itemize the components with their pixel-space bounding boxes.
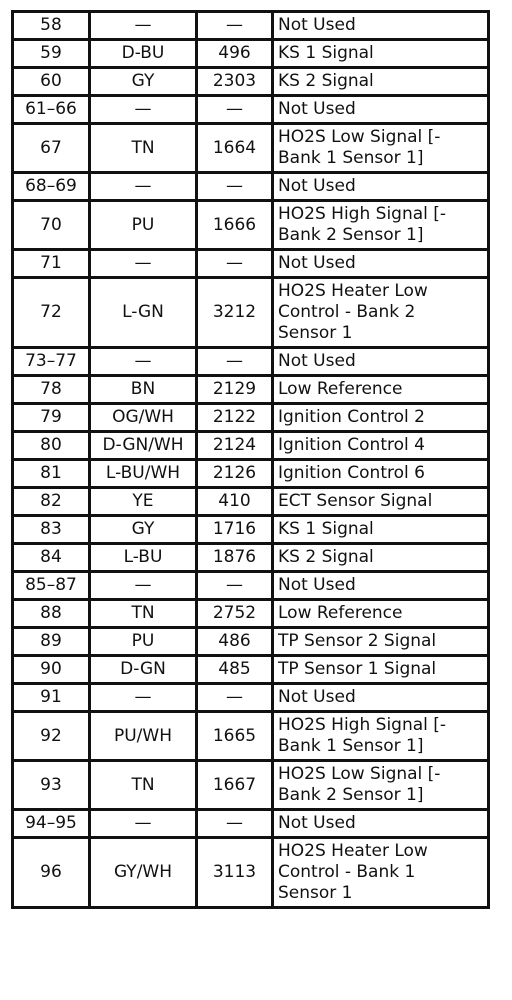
wire-color: TN — [90, 124, 197, 173]
table-row — [13, 432, 489, 460]
circuit-number: 1664 — [197, 124, 273, 173]
pin-number: 60 — [13, 68, 90, 96]
table-row — [13, 488, 489, 516]
circuit-number: 496 — [197, 40, 273, 68]
table-row — [13, 810, 489, 838]
table-row — [13, 173, 489, 201]
wire-color: L-BU/WH — [90, 460, 197, 488]
circuit-number: 3113 — [197, 838, 273, 908]
pin-function: KS 1 Signal — [273, 516, 489, 544]
pin-function: HO2S Heater Low Control - Bank 2 Sensor 1 — [273, 278, 489, 348]
wire-color: PU — [90, 628, 197, 656]
pin-number: 59 — [13, 40, 90, 68]
pin-number: 78 — [13, 376, 90, 404]
table-row — [13, 40, 489, 68]
wire-color: BN — [90, 376, 197, 404]
pin-number: 71 — [13, 250, 90, 278]
pin-function: HO2S Low Signal [- Bank 1 Sensor 1] — [273, 124, 489, 173]
circuit-number: 2126 — [197, 460, 273, 488]
pin-function: HO2S High Signal [- Bank 1 Sensor 1] — [273, 712, 489, 761]
wire-color: PU/WH — [90, 712, 197, 761]
pin-function: Not Used — [273, 684, 489, 712]
wire-color: D-BU — [90, 40, 197, 68]
table-row — [13, 460, 489, 488]
table-row — [13, 516, 489, 544]
wire-color: — — [90, 572, 197, 600]
pin-number: 92 — [13, 712, 90, 761]
pin-function: Ignition Control 2 — [273, 404, 489, 432]
table-row — [13, 250, 489, 278]
table-row — [13, 12, 489, 40]
table-row — [13, 68, 489, 96]
circuit-number: 2124 — [197, 432, 273, 460]
circuit-number: 2122 — [197, 404, 273, 432]
wire-color: TN — [90, 600, 197, 628]
wire-color: — — [90, 684, 197, 712]
table-row — [13, 348, 489, 376]
circuit-number: 486 — [197, 628, 273, 656]
pin-function: TP Sensor 1 Signal — [273, 656, 489, 684]
wire-color: PU — [90, 201, 197, 250]
wire-color: GY — [90, 516, 197, 544]
pin-function: Not Used — [273, 348, 489, 376]
circuit-number: — — [197, 173, 273, 201]
pin-number: 58 — [13, 12, 90, 40]
circuit-number: — — [197, 572, 273, 600]
wire-color: YE — [90, 488, 197, 516]
pin-number: 90 — [13, 656, 90, 684]
connector-pinout-table-wrapper — [11, 10, 487, 909]
pin-function: Not Used — [273, 173, 489, 201]
table-row — [13, 838, 489, 908]
pin-function: Not Used — [273, 96, 489, 124]
pin-function: HO2S High Signal [- Bank 2 Sensor 1] — [273, 201, 489, 250]
wire-color: — — [90, 348, 197, 376]
pin-number: 79 — [13, 404, 90, 432]
table-row — [13, 278, 489, 348]
pin-number: 94–95 — [13, 810, 90, 838]
circuit-number: 2752 — [197, 600, 273, 628]
table-row — [13, 404, 489, 432]
wire-color: D-GN — [90, 656, 197, 684]
pin-function: HO2S Low Signal [- Bank 2 Sensor 1] — [273, 761, 489, 810]
pin-number: 96 — [13, 838, 90, 908]
pin-function: Ignition Control 6 — [273, 460, 489, 488]
pinout-table-body — [13, 12, 489, 908]
circuit-number: 2129 — [197, 376, 273, 404]
wire-color: GY — [90, 68, 197, 96]
pin-number: 83 — [13, 516, 90, 544]
table-row — [13, 684, 489, 712]
table-row — [13, 124, 489, 173]
pin-function: TP Sensor 2 Signal — [273, 628, 489, 656]
pin-function: Low Reference — [273, 376, 489, 404]
pin-function: Not Used — [273, 250, 489, 278]
circuit-number: 1716 — [197, 516, 273, 544]
connector-pinout-table — [11, 10, 490, 909]
pin-number: 72 — [13, 278, 90, 348]
pin-function: Not Used — [273, 12, 489, 40]
circuit-number: — — [197, 348, 273, 376]
circuit-number: — — [197, 12, 273, 40]
pin-number: 82 — [13, 488, 90, 516]
table-row — [13, 761, 489, 810]
circuit-number: 2303 — [197, 68, 273, 96]
pin-function: HO2S Heater Low Control - Bank 1 Sensor 1 — [273, 838, 489, 908]
pin-number: 81 — [13, 460, 90, 488]
wire-color: OG/WH — [90, 404, 197, 432]
pin-number: 73–77 — [13, 348, 90, 376]
wire-color: TN — [90, 761, 197, 810]
pin-function: Not Used — [273, 572, 489, 600]
wire-color: — — [90, 250, 197, 278]
pin-function: Low Reference — [273, 600, 489, 628]
circuit-number: — — [197, 250, 273, 278]
table-row — [13, 572, 489, 600]
table-row — [13, 656, 489, 684]
circuit-number: 3212 — [197, 278, 273, 348]
table-row — [13, 201, 489, 250]
wire-color: — — [90, 810, 197, 838]
pin-function: KS 2 Signal — [273, 544, 489, 572]
circuit-number: — — [197, 684, 273, 712]
pin-number: 85–87 — [13, 572, 90, 600]
pin-number: 89 — [13, 628, 90, 656]
circuit-number: 485 — [197, 656, 273, 684]
circuit-number: 1876 — [197, 544, 273, 572]
circuit-number: — — [197, 96, 273, 124]
wire-color: L-BU — [90, 544, 197, 572]
table-row — [13, 712, 489, 761]
wire-color: — — [90, 173, 197, 201]
wire-color: — — [90, 96, 197, 124]
wire-color: L-GN — [90, 278, 197, 348]
pin-number: 93 — [13, 761, 90, 810]
pin-number: 70 — [13, 201, 90, 250]
table-row — [13, 600, 489, 628]
pin-number: 67 — [13, 124, 90, 173]
circuit-number: 1665 — [197, 712, 273, 761]
circuit-number: 1666 — [197, 201, 273, 250]
pin-number: 61–66 — [13, 96, 90, 124]
wire-color: — — [90, 12, 197, 40]
table-row — [13, 376, 489, 404]
table-row — [13, 96, 489, 124]
pin-function: Ignition Control 4 — [273, 432, 489, 460]
pin-function: ECT Sensor Signal — [273, 488, 489, 516]
pin-number: 84 — [13, 544, 90, 572]
pin-number: 91 — [13, 684, 90, 712]
pin-number: 68–69 — [13, 173, 90, 201]
circuit-number: 1667 — [197, 761, 273, 810]
wire-color: D-GN/WH — [90, 432, 197, 460]
circuit-number: — — [197, 810, 273, 838]
circuit-number: 410 — [197, 488, 273, 516]
table-row — [13, 544, 489, 572]
pin-function: Not Used — [273, 810, 489, 838]
wire-color: GY/WH — [90, 838, 197, 908]
pin-function: KS 2 Signal — [273, 68, 489, 96]
pin-number: 80 — [13, 432, 90, 460]
table-row — [13, 628, 489, 656]
pin-number: 88 — [13, 600, 90, 628]
pin-function: KS 1 Signal — [273, 40, 489, 68]
